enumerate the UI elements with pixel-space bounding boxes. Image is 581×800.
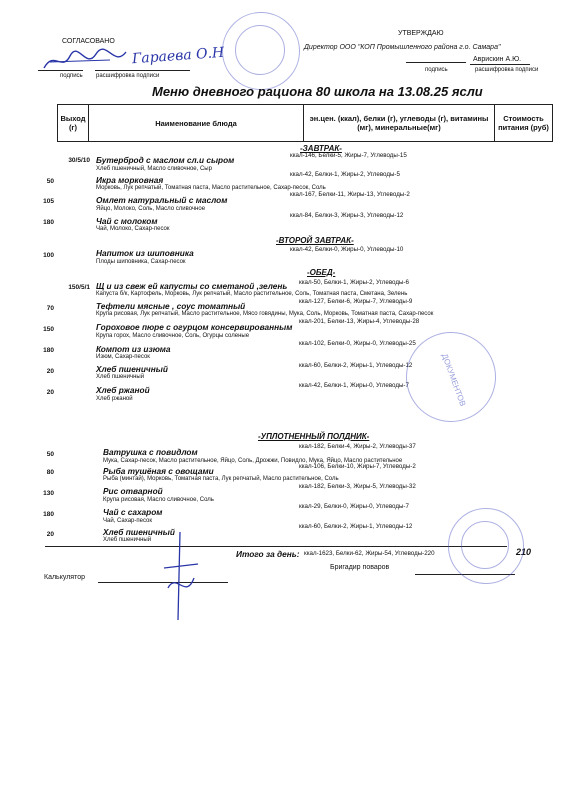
item-out: 130 (43, 490, 54, 497)
item-name: Рыба тушёная с овощами (103, 466, 214, 476)
item-ingredients: Капуста б/к, Картофель, Морковь, Лук репчатый, Масло растительное, Соль, Томатная паста, Сметана, Зелень (96, 291, 408, 297)
item-name: Хлеб ржаной (96, 385, 150, 395)
item-name: Напиток из шиповника (96, 248, 194, 258)
total-nutrition: ккал-1623, Белки-62, Жиры-54, Углеводы-220 (304, 550, 435, 557)
item-nutrition: ккал-167, Белки-11, Жиры-13, Углеводы-2 (290, 191, 410, 198)
item-name: Компот из изюма (96, 344, 171, 354)
item-out: 80 (46, 469, 54, 476)
page-title: Меню дневного рациона 80 школа на 13.08.25 ясли (152, 84, 483, 99)
item-name: Щ и из свеж ей капусты со сметаной ,зелень (96, 281, 288, 291)
section-title: -ВТОРОЙ ЗАВТРАК- (276, 236, 354, 245)
item-nutrition: ккал-182, Белки-4, Жиры-2, Углеводы-37 (299, 443, 416, 450)
sig-label-right: подпись (425, 67, 448, 73)
item-out: 150 (43, 326, 54, 333)
item-name: Хлеб пшеничный (103, 527, 175, 537)
item-name: Рис отварной (103, 486, 163, 496)
item-name: Гороховое пюре с огурцом консервированным (96, 322, 293, 332)
section-title: -ОБЕД- (307, 268, 336, 277)
item-ingredients: Хлеб пшеничный (103, 537, 152, 543)
item-ingredients: Хлеб пшеничный, Масло сливочное, Сыр (96, 166, 212, 172)
item-out: 180 (43, 511, 54, 518)
director-line: Директор ООО "КОП Промышленного района г.о. Самара" (304, 44, 501, 51)
item-nutrition: ккал-102, Белки-0, Жиры-0, Углеводы-25 (299, 340, 416, 347)
decode-label-left: расшифровка подписи (96, 73, 160, 79)
item-nutrition: ккал-42, Белки-1, Жиры-2, Углеводы-5 (290, 171, 400, 178)
decode-line-right (470, 64, 530, 65)
item-out: 180 (43, 347, 54, 354)
item-nutrition: ккал-127, Белки-6, Жиры-7, Углеводы-9 (299, 298, 413, 305)
director-name: Аврискин А.Ю. (473, 56, 522, 63)
item-nutrition: ккал-201, Белки-13, Жиры-4, Углеводы-28 (299, 318, 420, 325)
section-title: -ЗАВТРАК- (300, 144, 342, 153)
item-name: Икра морковная (96, 175, 164, 185)
item-ingredients: Крупа горох, Масло сливочное, Соль, Огурцы соленые (96, 333, 250, 339)
chief-cook-label: Бригадир поваров (330, 564, 390, 571)
item-out: 50 (46, 178, 54, 185)
round-stamp-middle (393, 319, 508, 434)
item-ingredients: Рыба (минтай), Морковь, Томатная паста, Лук репчатый, Масло растительное, Соль (103, 476, 339, 482)
item-out: 30/5/10 (68, 157, 90, 164)
stamp-text: ДОКУМЕНТОВ (439, 352, 468, 408)
section-title: -УПЛОТНЕННЫЙ ПОЛДНИК- (258, 432, 370, 441)
approved-right-label: УТВЕРЖДАЮ (398, 30, 444, 37)
item-nutrition: ккал-60, Белки-2, Жиры-1, Углеводы-12 (299, 523, 413, 530)
item-nutrition: ккал-146, Белки-5, Жиры-7, Углеводы-15 (290, 152, 407, 159)
total-cost: 210 (516, 547, 532, 557)
table-header (57, 104, 553, 142)
sig-label-left: подпись (60, 73, 83, 79)
item-ingredients: Крупа рисовая, Лук репчатый, Масло растительное, Мясо говядины, Мука, Соль, Морковь, Томатная паста, Сахар-песок (96, 311, 434, 317)
item-name: Тефтели мясные , соус томатный (96, 301, 246, 311)
signature-left-icon (40, 46, 130, 76)
item-out: 105 (43, 198, 54, 205)
round-stamp-top (222, 12, 300, 90)
item-ingredients: Морковь, Лук репчатый, Томатная паста, Масло растительное, Сахар-песок, Соль (96, 185, 326, 191)
item-ingredients: Изюм, Сахар-песок (96, 354, 150, 360)
calculator-label: Калькулятор (44, 574, 85, 581)
sig-line-right (406, 62, 466, 63)
item-ingredients: Яйцо, Молоко, Соль, Масло сливочное (96, 206, 206, 212)
item-nutrition: ккал-42, Белки-1, Жиры-0, Углеводы-7 (299, 382, 409, 389)
col-name-header: Наименование блюда (89, 105, 304, 141)
item-nutrition: ккал-84, Белки-3, Жиры-3, Углеводы-12 (290, 212, 404, 219)
item-nutrition: ккал-42, Белки-0, Жиры-0, Углеводы-10 (290, 246, 404, 253)
decode-label-right: расшифровка подписи (475, 67, 539, 73)
col-nutrition-header: эн.цен. (ккал), белки (г), углеводы (г), витамины (мг), минеральные(мг) (304, 105, 495, 141)
item-name: Чай с сахаром (103, 507, 163, 517)
item-out: 20 (46, 389, 54, 396)
total-label: Итого за день: (236, 549, 300, 559)
item-ingredients: Крупа рисовая, Масло сливочное, Соль (103, 497, 214, 503)
total-divider (45, 546, 507, 547)
item-ingredients: Хлеб пшеничный (96, 374, 145, 380)
item-name: Ватрушка с повидлом (103, 447, 198, 457)
item-nutrition: ккал-106, Белки-10, Жиры-7, Углеводы-2 (299, 463, 416, 470)
item-ingredients: Плоды шиповника, Сахар-песок (96, 259, 186, 265)
item-nutrition: ккал-60, Белки-2, Жиры-1, Углеводы-12 (299, 362, 413, 369)
item-name: Бутерброд с маслом сл.и сыром (96, 155, 235, 165)
item-out: 180 (43, 219, 54, 226)
item-name: Омлет натуральный с маслом (96, 195, 228, 205)
col-cost-header: Стоимость питания (руб) (498, 114, 549, 132)
round-stamp-bottom (448, 508, 524, 584)
item-nutrition: ккал-29, Белки-0, Жиры-0, Углеводы-7 (299, 503, 409, 510)
item-nutrition: ккал-50, Белки-1, Жиры-2, Углеводы-6 (299, 279, 409, 286)
item-out: 150/5/1 (68, 284, 90, 291)
col-out-header: Выход (г) (58, 105, 89, 141)
approved-left-label: СОГЛАСОВАНО (62, 38, 115, 45)
item-ingredients: Мука, Сахар-песок, Масло растительное, Яйцо, Соль, Дрожжи, Повидло, Мука, Яйцо, Масло растительное (103, 458, 403, 464)
item-name: Хлеб пшеничный (96, 364, 168, 374)
item-out: 70 (46, 305, 54, 312)
item-ingredients: Чай, Сахар-песок (103, 518, 152, 524)
signature-left-name: Гараева О.Н (131, 44, 225, 68)
item-ingredients: Чай, Молоко, Сахар-песок (96, 226, 170, 232)
signature-calculator-icon (150, 528, 210, 628)
item-out: 20 (46, 531, 54, 538)
item-name: Чай с молоком (96, 216, 158, 226)
item-ingredients: Хлеб ржаной (96, 396, 133, 402)
item-out: 20 (46, 368, 54, 375)
item-out: 50 (46, 451, 54, 458)
item-out: 100 (43, 252, 54, 259)
item-nutrition: ккал-182, Белки-3, Жиры-5, Углеводы-32 (299, 483, 416, 490)
